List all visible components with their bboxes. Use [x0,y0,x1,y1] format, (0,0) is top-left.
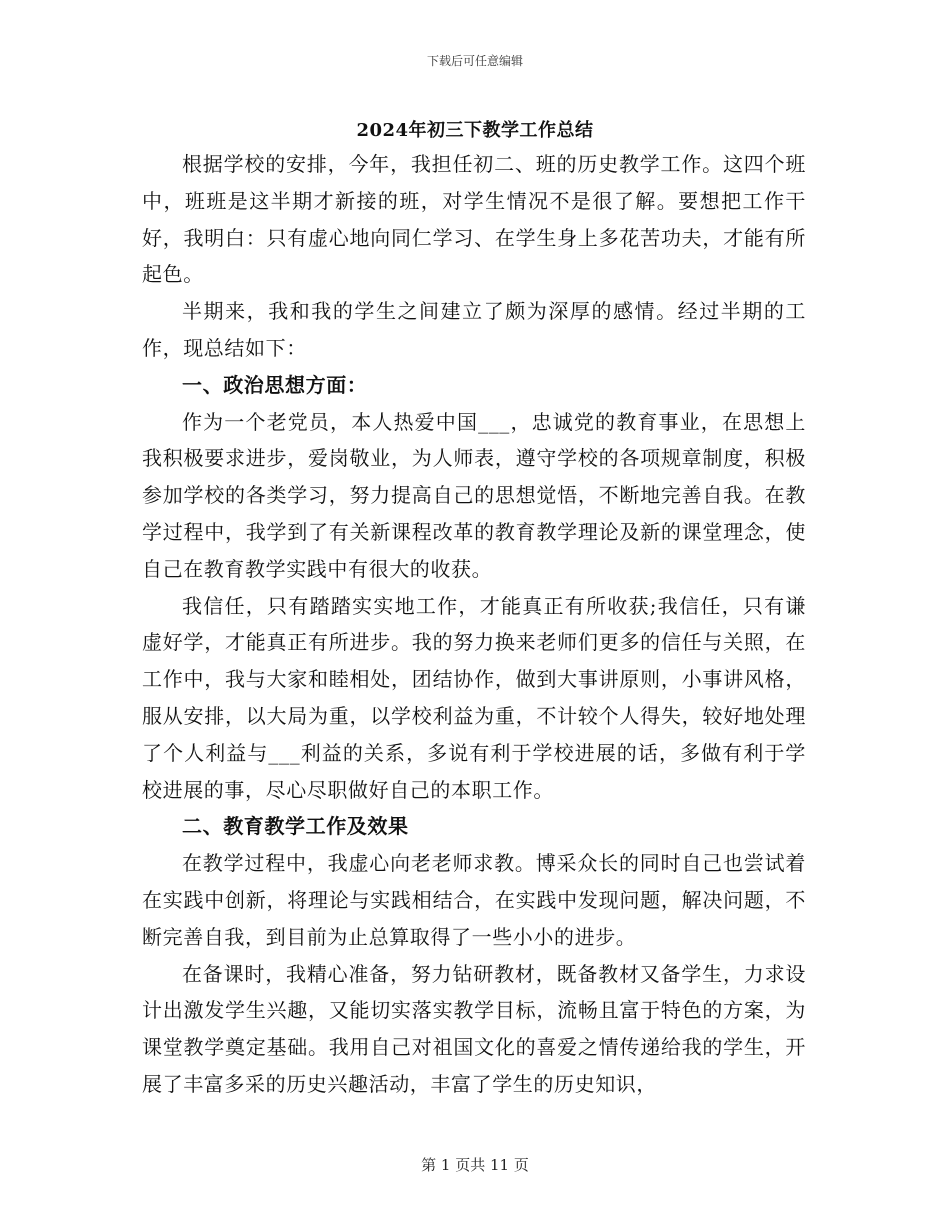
paragraph: 在教学过程中，我虚心向老老师求教。博采众长的同时自己也尝试着在实践中创新，将理论与实践相结合，在实践中发现问题，解决问题，不断完善自我，到目前为止总算取得了一些小小的进步。 [142,851,806,949]
paragraph: 我信任，只有踏踏实实地工作，才能真正有所收获;我信任，只有谦虚好学，才能真正有所进步。我的努力换来老师们更多的信任与关照，在工作中，我与大家和睦相处，团结协作，做到大事讲原则，小事讲风格，服从安排，以大局为重，以学校利益为重，不计较个人得失，较好地处理了个人利益与___利益的关系，多说有利于学校进展的话，多做有利于学校进展的事，尽心尽职做好自己的本职工作。 [142,593,806,802]
paragraph: 在备课时，我精心准备，努力钻研教材，既备教材又备学生，力求设计出激发学生兴趣，又能切实落实教学目标，流畅且富于特色的方案，为课堂教学奠定基础。我用自己对祖国文化的喜爱之情传递给我的学生，开展了丰富多采的历史兴趣活动，丰富了学生的历史知识， [142,961,806,1096]
paragraph: 半期来，我和我的学生之间建立了颇为深厚的感情。经过半期的工作，现总结如下： [142,299,806,360]
document-title: 2024年初三下教学工作总结 [356,120,594,141]
section-heading: 一、政治思想方面： [182,372,368,397]
header-note: 下载后可任意编辑 [426,54,523,68]
document-body [142,146,806,1103]
paragraph: 作为一个老党员，本人热爱中国___，忠诚党的教育事业，在思想上我积极要求进步，爱岗敬业，为人师表，遵守学校的各项规章制度，积极参加学校的各类学习，努力提高自己的思想觉悟，不断地完善自我。在教学过程中，我学到了有关新课程改革的教育教学理论及新的课堂理念，使自己在教育教学实践中有很大的收获。 [142,409,806,581]
paragraph: 根据学校的安排，今年，我担任初二、班的历史教学工作。这四个班中，班班是这半期才新接的班，对学生情况不是很了解。要想把工作干好，我明白：只有虚心地向同仁学习、在学生身上多花苦功夫，才能有所起色。 [142,152,806,287]
section-heading: 二、教育教学工作及效果 [182,814,409,839]
page-number: 第 1 页共 11 页 [421,1156,529,1174]
